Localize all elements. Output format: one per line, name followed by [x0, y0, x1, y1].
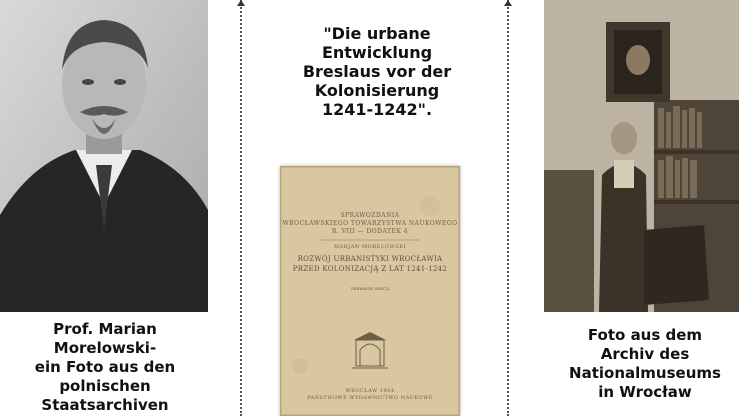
book-cover-image — [280, 166, 460, 416]
left-photo-caption: Prof. Marian Morelowski- ein Foto aus den polnischen Staatsarchiven — [34, 320, 176, 414]
library-photo — [544, 0, 739, 312]
arrow-up-icon — [237, 0, 245, 6]
book-note-text: ZEBRANIE SEKCJI — [350, 286, 390, 291]
book-title-text: ROZWÓJ URBANISTYKI WROCŁAWIA PRZED KOLONIZACJĄ Z LAT 1241-1242 — [292, 255, 448, 273]
portrait-photo-morelowski — [0, 0, 208, 312]
book-publisher-text: WROCŁAW 1954 PAŃSTWOWE WYDAWNICTWO NAUKOWE — [307, 388, 433, 401]
book-author-text: MARJAN MORELOWSKI — [333, 244, 407, 250]
dotted-divider-left — [240, 0, 242, 416]
dotted-divider-right — [507, 0, 509, 416]
right-photo-caption: Foto aus dem Archiv des Nationalmuseums in Wrocław — [569, 326, 721, 401]
book-title-quote: "Die urbane Entwicklung Breslaus vor der Kolonisierung 1241-1242". — [302, 24, 452, 119]
arrow-up-icon — [504, 0, 512, 6]
book-series-text: SPRAWOZDANIA WROCŁAWSKIEGO TOWARZYSTWA NAUKOWEGO R. VIII — DODATEK 4 — [282, 212, 458, 235]
